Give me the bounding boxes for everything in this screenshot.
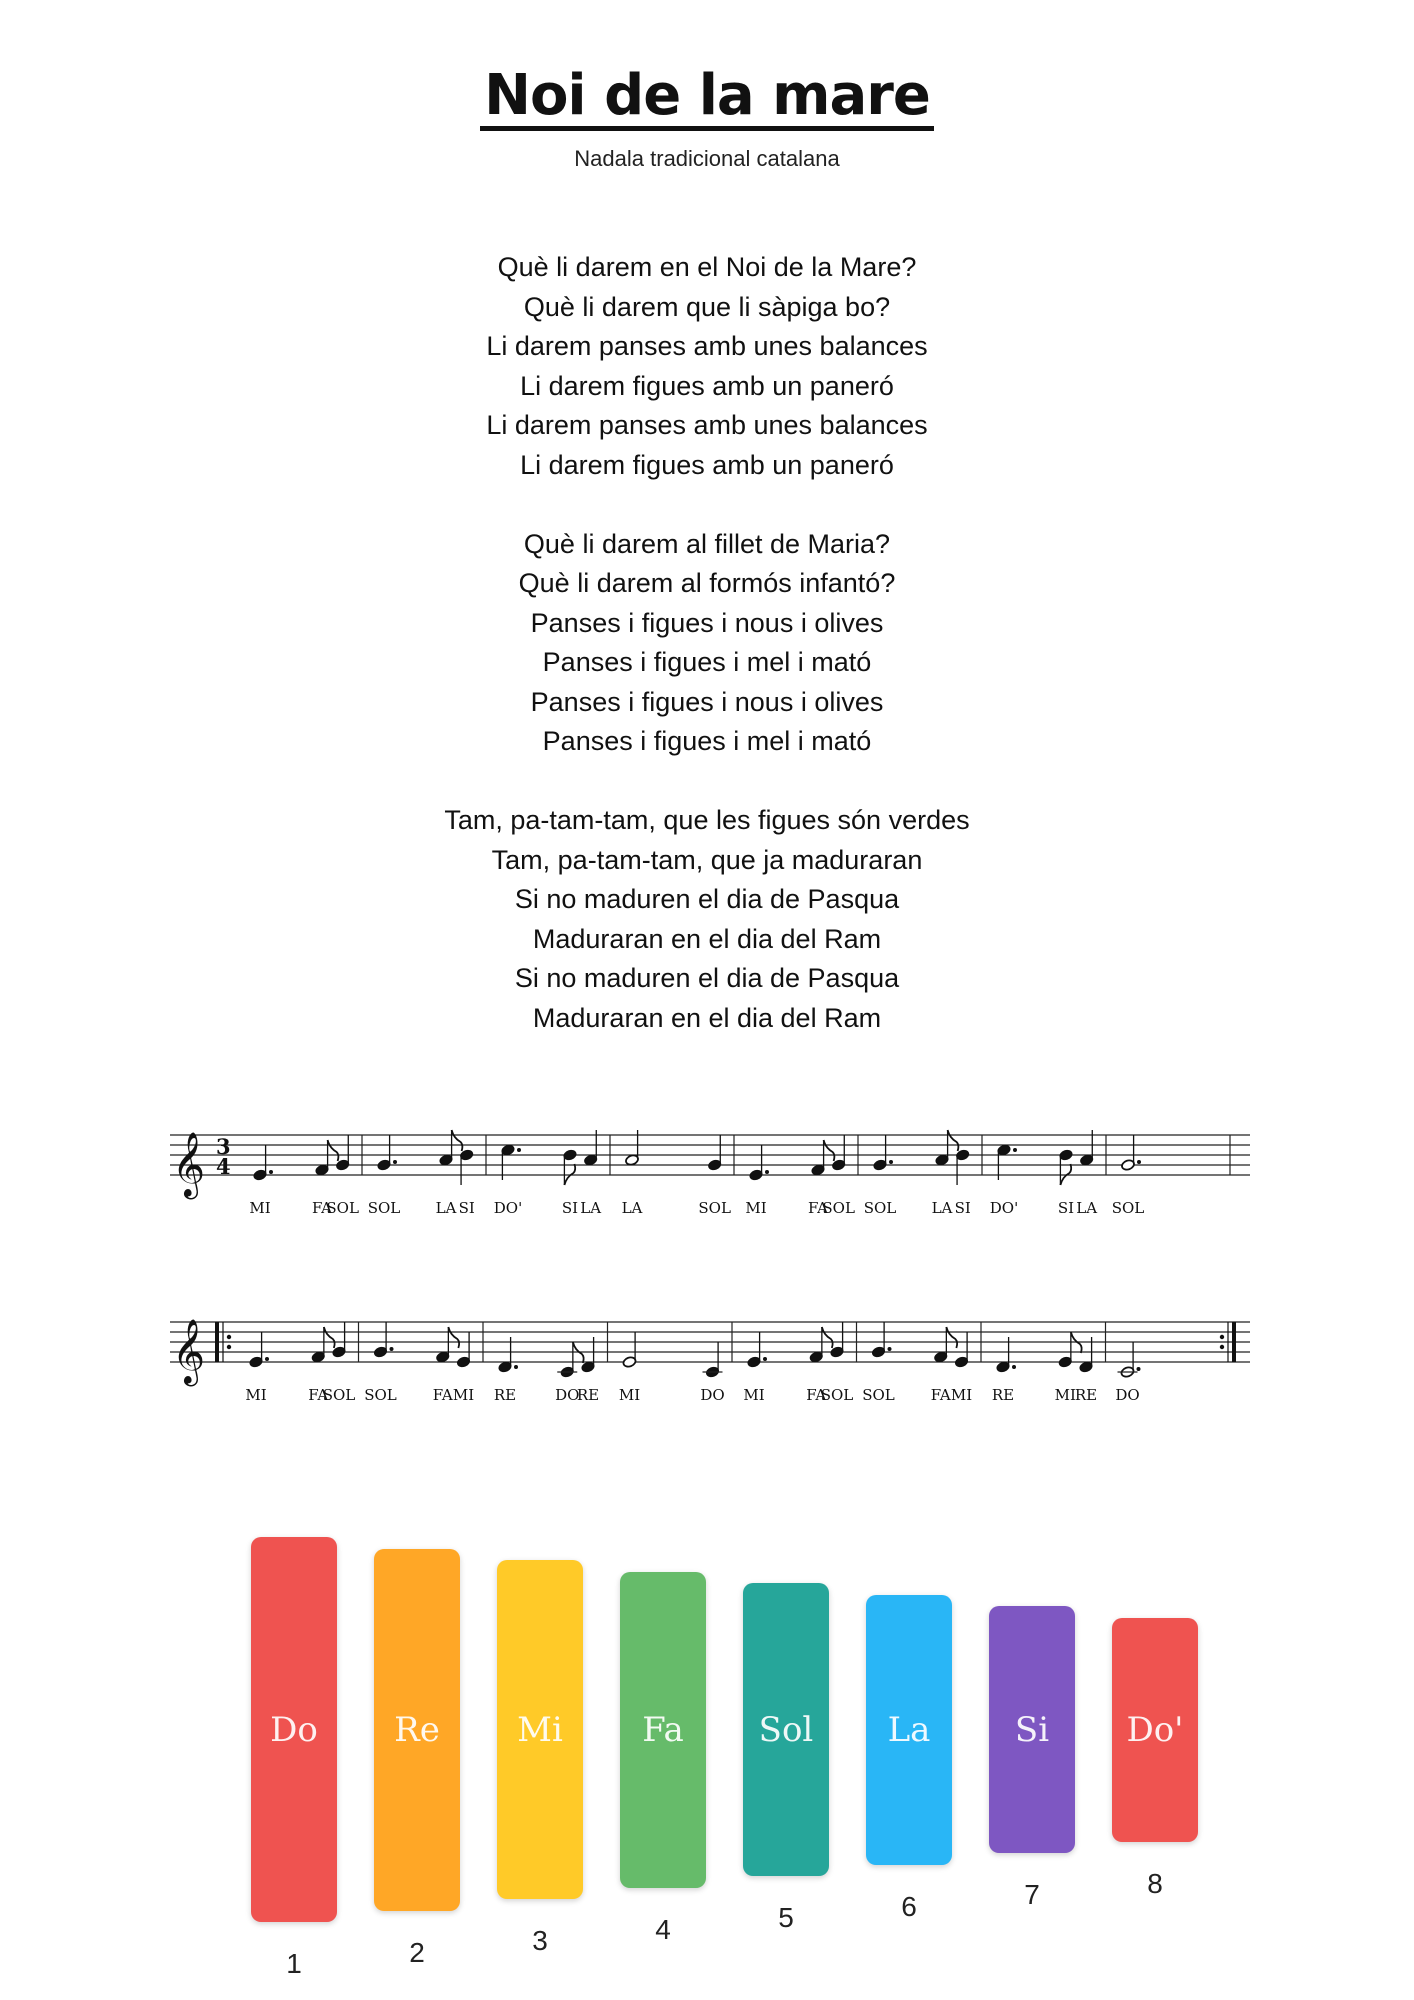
treble-clef-icon: 𝄞 (172, 1319, 206, 1384)
note-label: DO (1115, 1386, 1140, 1404)
xylophone-bar-label: La (887, 1710, 931, 1750)
xylophone-bar-label: Do (270, 1710, 318, 1750)
note-label: SI (561, 1199, 579, 1217)
note-label: LA (1076, 1199, 1098, 1217)
note-label: MI (743, 1386, 765, 1404)
note-label: SOL (322, 1386, 356, 1404)
note-label: RE (493, 1386, 517, 1404)
xylophone-bar-label: Mi (517, 1710, 563, 1750)
lyric-line: Maduraran en el dia del Ram (532, 1002, 882, 1033)
xylophone-bar-5 (743, 1583, 829, 1876)
dot (888, 1347, 892, 1351)
lyric-line: Maduraran en el dia del Ram (532, 923, 882, 954)
lyric-line: Tam, pa-tam-tam, que les figues són verdes (444, 805, 970, 835)
note-label: SOL (862, 1386, 895, 1404)
note-label: SOL (1111, 1199, 1145, 1217)
note-label: SOL (698, 1199, 731, 1217)
lyric-line: Li darem panses amb unes balances (486, 331, 928, 361)
note-label: MI (745, 1199, 767, 1217)
note-label: FA (806, 1386, 827, 1404)
dot (517, 1148, 521, 1152)
note-label: SOL (822, 1199, 855, 1217)
note-label: RE (1074, 1386, 1098, 1404)
note-label: SOL (364, 1386, 397, 1404)
xylophone (0, 1500, 1414, 2000)
xylophone-bar-8 (1112, 1618, 1198, 1842)
dot (889, 1160, 893, 1164)
eighth-flag (448, 1327, 459, 1348)
note-label: SI (1057, 1199, 1075, 1217)
lyric-line: Si no maduren el dia de Pasqua (514, 963, 900, 993)
time-signature-top: 3 (216, 1134, 231, 1159)
lyric-line: Panses i figues i mel i mató (542, 726, 872, 756)
lyric-line: Panses i figues i nous i olives (530, 686, 884, 717)
note-label: RE (576, 1386, 600, 1404)
dot (393, 1160, 397, 1164)
music-staff-line-2 (160, 1292, 1260, 1422)
dot (390, 1347, 394, 1351)
note-label: SOL (863, 1199, 897, 1217)
treble-clef-icon: 𝄞 (172, 1132, 206, 1197)
lyric-line: Panses i figues i nous i olives (530, 607, 884, 638)
note-label: MI (950, 1386, 973, 1404)
dot (763, 1357, 767, 1361)
xylophone-bar-number: 6 (901, 1890, 917, 1922)
eighth-flag (822, 1327, 833, 1348)
dot (1137, 1367, 1141, 1371)
eighth-flag (824, 1140, 835, 1161)
lyric-line: Panses i figues i mel i mató (542, 647, 872, 677)
lyric-line: Tam, pa-tam-tam, que ja maduraran (491, 844, 923, 875)
note-label: MI (452, 1386, 475, 1404)
note-label: MI (249, 1199, 271, 1217)
note-label: MI (245, 1386, 267, 1404)
xylophone-bar-label: Sol (758, 1710, 814, 1750)
xylophone-bar-number: 8 (1147, 1867, 1163, 1899)
lyric-line: Què li darem en el Noi de la Mare? (497, 252, 917, 282)
lyric-line: Li darem figues amb un paneró (520, 370, 894, 401)
dot (765, 1170, 769, 1174)
lyric-line: Què li darem al fillet de Maria? (523, 528, 891, 559)
xylophone-bar-number: 7 (1024, 1879, 1040, 1910)
xylophone-bar-number: 2 (409, 1936, 425, 1968)
note-label: FA (312, 1199, 332, 1217)
xylophone-bar-label: Si (1014, 1710, 1050, 1750)
repeat-dot (227, 1335, 231, 1339)
eighth-flag (328, 1140, 339, 1161)
xylophone-bar-2 (374, 1549, 460, 1911)
lyric-line: Li darem panses amb unes balances (486, 410, 928, 440)
repeat-dot (1220, 1335, 1224, 1339)
stanza-3 (0, 801, 1414, 1038)
music-staff-line-1 (160, 1105, 1260, 1235)
note-label: FA (432, 1386, 453, 1404)
xylophone-bar-3 (497, 1560, 583, 1899)
xylophone-bar-number: 1 (286, 1948, 302, 1979)
note-label: LA (931, 1199, 953, 1217)
xylophone-bar-7 (989, 1606, 1075, 1853)
lyric-line: Què li darem al formós infantó? (518, 568, 896, 598)
staff-2-svg (160, 1292, 1260, 1422)
repeat-dot (1220, 1345, 1224, 1349)
note-label: FA (808, 1199, 828, 1217)
note-label: SOL (326, 1199, 359, 1217)
note-label: SI (954, 1199, 971, 1217)
stanza-1 (0, 248, 1414, 485)
eighth-flag (948, 1130, 959, 1151)
lyric-line: Si no maduren el dia de Pasqua (514, 884, 900, 914)
xylophone-bar-6 (866, 1595, 952, 1865)
note-label: MI (618, 1386, 641, 1404)
note-label: LA (580, 1199, 602, 1217)
lyric-line: Li darem figues amb un paneró (520, 449, 894, 480)
time-signature-bottom: 4 (216, 1154, 231, 1179)
xylophone-bar-label: Fa (642, 1710, 684, 1750)
note-label: FA (930, 1386, 951, 1404)
xylophone-bar-number: 5 (778, 1902, 794, 1933)
note-label: DO (700, 1386, 725, 1404)
note-label: SOL (820, 1386, 854, 1404)
note-label: DO (555, 1386, 580, 1404)
xylophone-bar-4 (620, 1572, 706, 1888)
dot (1012, 1365, 1016, 1369)
song-title (0, 63, 1414, 131)
dot (1137, 1160, 1141, 1164)
lyric-line: Què li darem que li sàpiga bo? (523, 291, 891, 322)
note-label: RE (991, 1386, 1015, 1404)
note-label: FA (308, 1386, 329, 1404)
lyrics-block (0, 248, 1414, 1078)
note-label: LA (621, 1199, 643, 1217)
stanza-2 (0, 525, 1414, 762)
repeat-dot (227, 1345, 231, 1349)
note-label: DO' (989, 1199, 1019, 1217)
dot (269, 1170, 273, 1174)
dot (1013, 1148, 1017, 1152)
eighth-flag (946, 1327, 957, 1348)
staff-1-svg (160, 1105, 1260, 1235)
xylophone-bar-1 (251, 1537, 337, 1922)
dot (514, 1365, 518, 1369)
song-subtitle: Nadala tradicional catalana (574, 146, 840, 171)
xylophone-bar-label: Re (394, 1710, 440, 1750)
note-label: MI (1054, 1386, 1076, 1404)
note-label: SI (458, 1199, 475, 1217)
note-label: SOL (367, 1199, 401, 1217)
eighth-flag (324, 1327, 335, 1348)
note-label: DO' (493, 1199, 523, 1217)
eighth-flag (452, 1130, 463, 1151)
xylophone-bar-label: Do' (1126, 1710, 1184, 1750)
song-title-text: Noi de la mare (480, 68, 934, 131)
xylophone-bar-number: 3 (532, 1925, 548, 1956)
xylophone-bar-number: 4 (655, 1913, 671, 1945)
dot (265, 1357, 269, 1361)
note-label: LA (435, 1199, 457, 1217)
